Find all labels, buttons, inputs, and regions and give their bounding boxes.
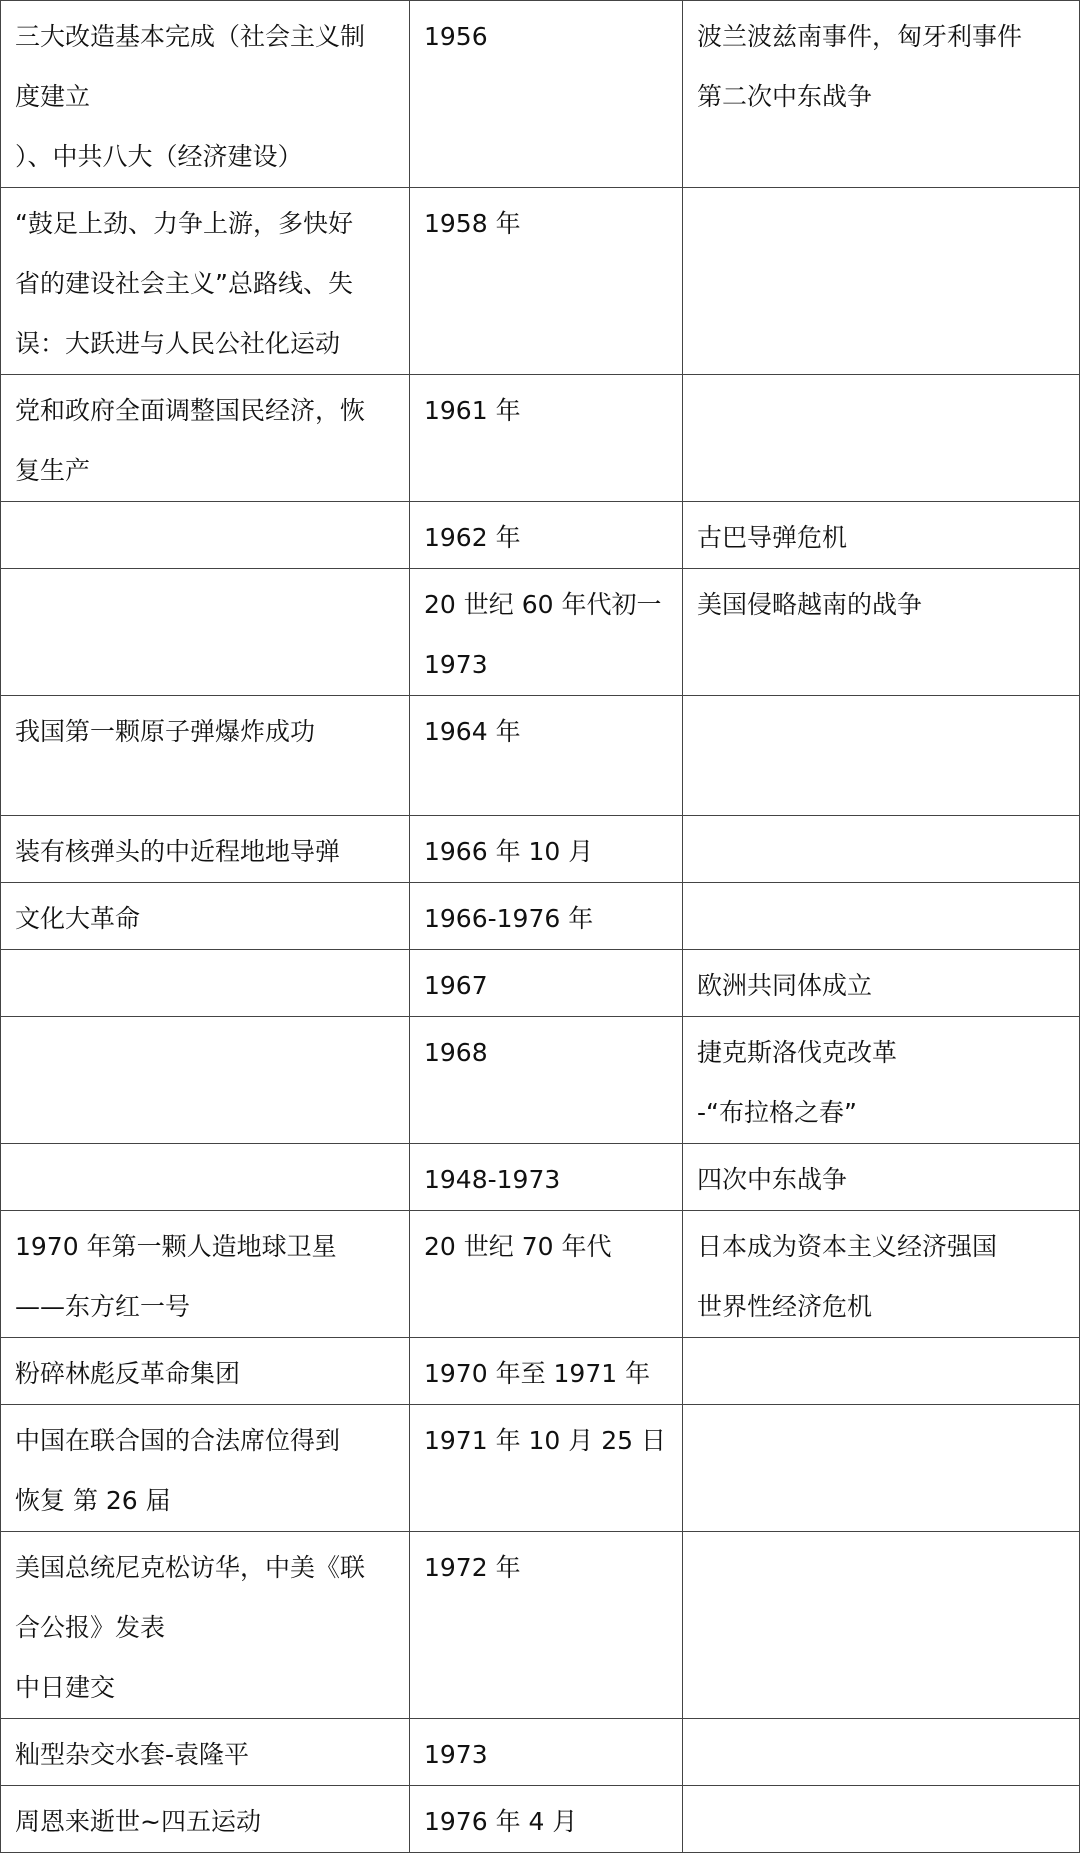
time-cell (410, 569, 683, 696)
cell-text-line: 中国在联合国的合法席位得到 (15, 1426, 341, 1455)
cell-text-line: 1956 (424, 22, 488, 51)
world-event-cell (683, 696, 1080, 816)
event-cell (1, 1017, 410, 1144)
cell-text-line: 古巴导弹危机 (697, 523, 848, 552)
cell-text-line: 1970 年第一颗人造地球卫星 (15, 1232, 337, 1261)
cell-text-line: 1973 (424, 650, 488, 679)
time-cell (410, 883, 683, 950)
table-row (1, 1, 1080, 188)
cell-text-line: ——东方红一号 (15, 1292, 191, 1321)
table-row (1, 1532, 1080, 1719)
time-cell (410, 1, 683, 188)
cell-text-line: 三大改造基本完成（社会主义制 (15, 22, 366, 51)
event-cell (1, 188, 410, 375)
cell-text-line: 籼型杂交水套-袁隆平 (15, 1740, 250, 1769)
event-cell (1, 1532, 410, 1719)
cell-text-line: ）、中共八大（经济建设） (15, 142, 303, 171)
event-cell (1, 1786, 410, 1853)
time-cell (410, 1338, 683, 1405)
table-row (1, 1144, 1080, 1211)
world-event-cell (683, 1405, 1080, 1532)
world-event-cell (683, 950, 1080, 1017)
table-row (1, 188, 1080, 375)
time-cell (410, 1719, 683, 1786)
cell-text-line: 世界性经济危机 (697, 1292, 873, 1321)
time-cell (410, 816, 683, 883)
world-event-cell (683, 1786, 1080, 1853)
world-event-cell (683, 816, 1080, 883)
event-cell (1, 1, 410, 188)
cell-text-line: 1976 年 4 月 (424, 1807, 578, 1836)
event-cell (1, 1211, 410, 1338)
cell-text-line: 1962 年 (424, 523, 521, 552)
cell-text-line: 1964 年 (424, 717, 521, 746)
event-cell (1, 816, 410, 883)
time-cell (410, 188, 683, 375)
world-event-cell (683, 883, 1080, 950)
event-cell (1, 950, 410, 1017)
time-cell (410, 1211, 683, 1338)
cell-text-line: 合公报》发表 (15, 1613, 166, 1642)
cell-text-line: 周恩来逝世~四五运动 (15, 1807, 261, 1836)
event-cell (1, 1405, 410, 1532)
cell-text-line: 四次中东战争 (697, 1165, 848, 1194)
cell-text-line: 1948-1973 (424, 1165, 561, 1194)
table-row (1, 375, 1080, 502)
world-event-cell (683, 375, 1080, 502)
cell-text-line: 1973 (424, 1740, 488, 1769)
time-cell (410, 375, 683, 502)
table-row (1, 1405, 1080, 1532)
cell-text-line: 粉碎林彪反革命集团 (15, 1359, 241, 1388)
cell-text-line: 1970 年至 1971 年 (424, 1359, 651, 1388)
time-cell (410, 1786, 683, 1853)
cell-text-line: 1967 (424, 971, 488, 1000)
event-cell (1, 883, 410, 950)
table-row (1, 1719, 1080, 1786)
cell-text-line: 第二次中东战争 (697, 82, 873, 111)
cell-text-line: 日本成为资本主义经济强国 (697, 1232, 998, 1261)
cell-text-line: 美国侵略越南的战争 (697, 590, 923, 619)
time-cell (410, 950, 683, 1017)
cell-text-line: “鼓足上劲、力争上游，多快好 (15, 209, 353, 238)
event-cell (1, 375, 410, 502)
cell-text-line: 20 世纪 60 年代初一 (424, 590, 662, 619)
time-cell (410, 1017, 683, 1144)
table-row (1, 1338, 1080, 1405)
cell-text-line: 误：大跃进与人民公社化运动 (15, 329, 341, 358)
table-row (1, 696, 1080, 816)
table-row (1, 1211, 1080, 1338)
table-row (1, 1786, 1080, 1853)
cell-text-line: 我国第一颗原子弹爆炸成功 (15, 717, 316, 746)
table-row (1, 950, 1080, 1017)
cell-text-line: 1961 年 (424, 396, 521, 425)
cell-text-line: 20 世纪 70 年代 (424, 1232, 612, 1261)
table-body (1, 1, 1080, 1853)
cell-text-line: 欧洲共同体成立 (697, 971, 873, 1000)
table-row (1, 569, 1080, 696)
time-cell (410, 1532, 683, 1719)
cell-text-line: 捷克斯洛伐克改革 (697, 1038, 898, 1067)
table-row (1, 816, 1080, 883)
world-event-cell (683, 1719, 1080, 1786)
event-cell (1, 502, 410, 569)
cell-text-line: 1966 年 10 月 (424, 837, 594, 866)
world-event-cell (683, 1532, 1080, 1719)
world-event-cell (683, 569, 1080, 696)
cell-text-line: 复生产 (15, 456, 91, 485)
world-event-cell (683, 502, 1080, 569)
event-cell (1, 569, 410, 696)
cell-text-line: 波兰波兹南事件，匈牙利事件 (697, 22, 1023, 51)
event-cell (1, 1719, 410, 1786)
cell-text-line: 中日建交 (15, 1673, 116, 1702)
cell-text-line: 美国总统尼克松访华，中美《联 (15, 1553, 366, 1582)
world-event-cell (683, 1017, 1080, 1144)
time-cell (410, 696, 683, 816)
table-row (1, 502, 1080, 569)
event-cell (1, 1144, 410, 1211)
cell-text-line: 党和政府全面调整国民经济，恢 (15, 396, 366, 425)
world-event-cell (683, 1, 1080, 188)
cell-text-line: 1958 年 (424, 209, 521, 238)
world-event-cell (683, 1211, 1080, 1338)
cell-text-line: 1971 年 10 月 25 日 (424, 1426, 666, 1455)
time-cell (410, 1405, 683, 1532)
time-cell (410, 502, 683, 569)
cell-text-line: 省的建设社会主义”总路线、失 (15, 269, 353, 298)
cell-text-line: 1972 年 (424, 1553, 521, 1582)
world-event-cell (683, 188, 1080, 375)
cell-text-line: 文化大革命 (15, 904, 141, 933)
world-event-cell (683, 1144, 1080, 1211)
event-cell (1, 1338, 410, 1405)
event-cell (1, 696, 410, 816)
cell-text-line: 度建立 (15, 82, 91, 111)
cell-text-line: 装有核弹头的中近程地地导弹 (15, 837, 341, 866)
cell-text-line: 1968 (424, 1038, 488, 1067)
time-cell (410, 1144, 683, 1211)
cell-text-line: -“布拉格之春” (697, 1098, 857, 1127)
cell-text-line: 1966-1976 年 (424, 904, 594, 933)
table-row (1, 883, 1080, 950)
cell-text-line: 恢复 第 26 届 (15, 1486, 171, 1515)
world-event-cell (683, 1338, 1080, 1405)
table-row (1, 1017, 1080, 1144)
